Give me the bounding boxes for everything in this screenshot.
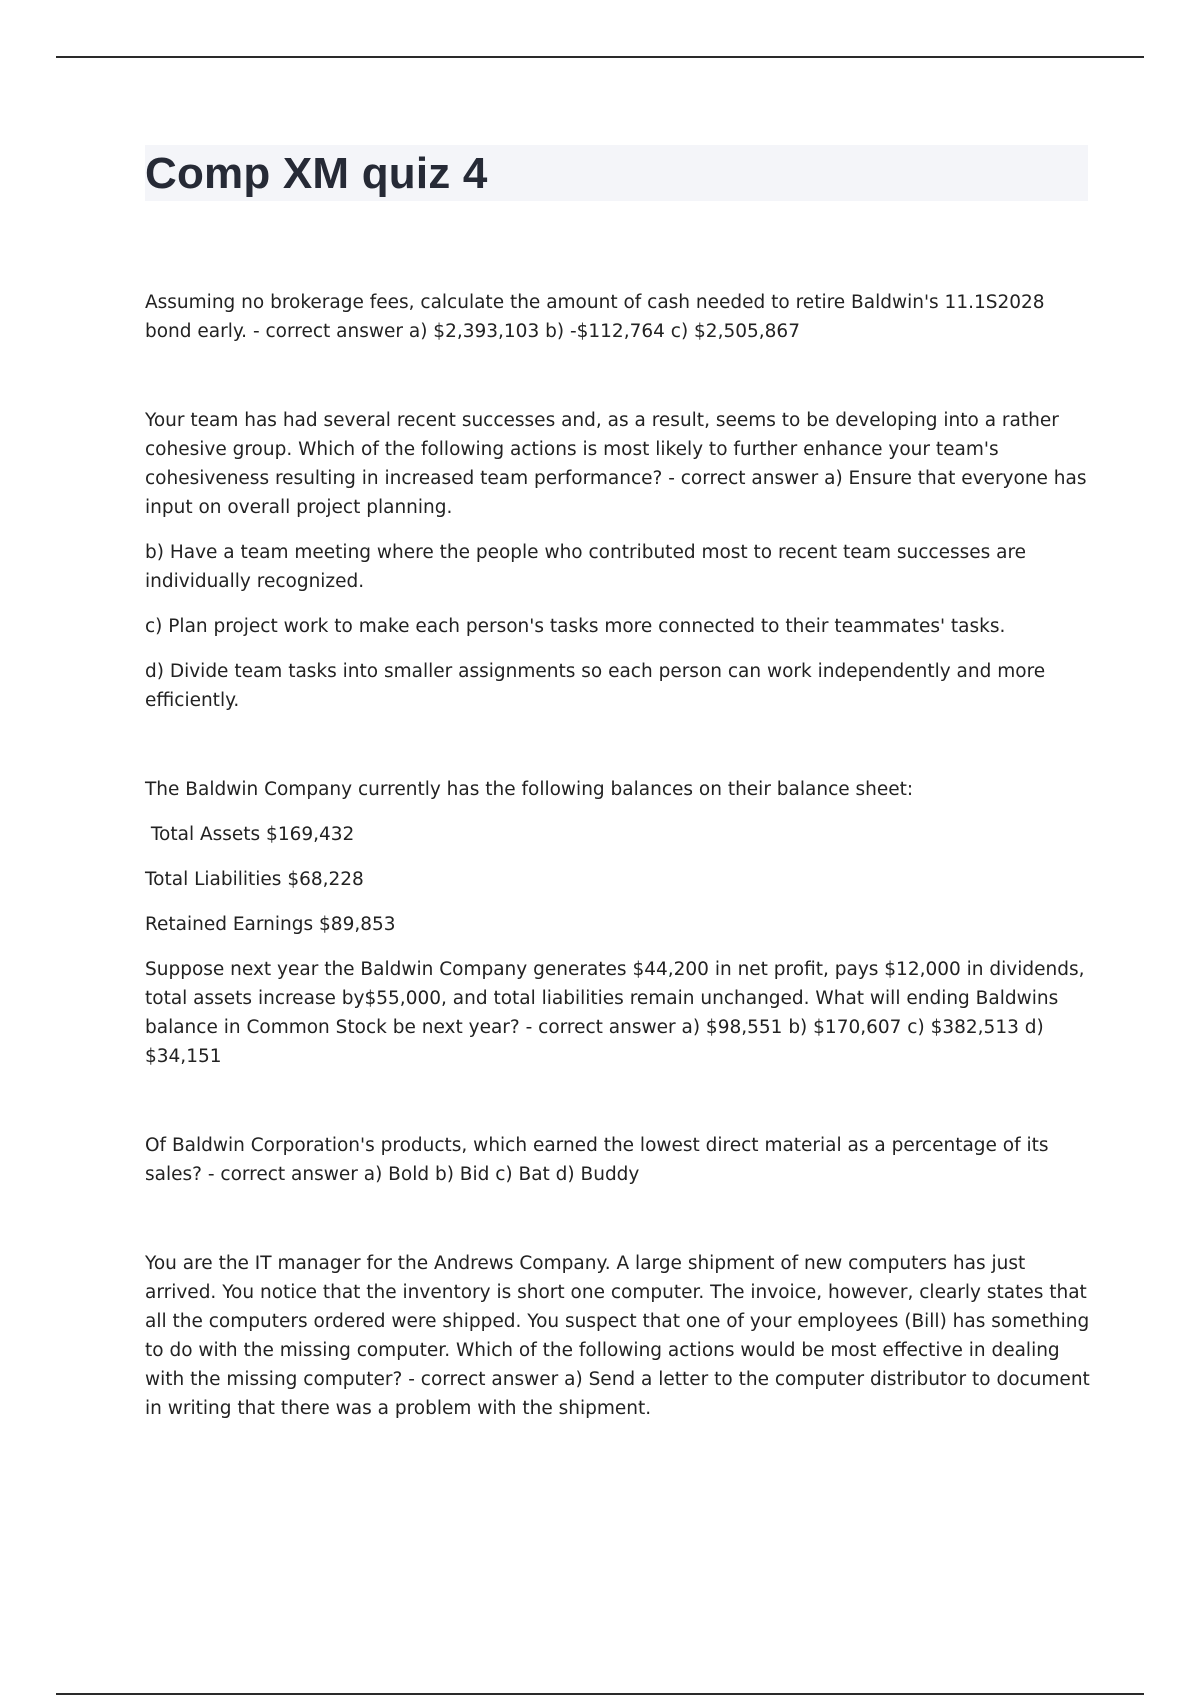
question-5	[145, 1249, 1095, 1423]
bottom-rule	[56, 1693, 1144, 1695]
question-2-text: Your team has had several recent successes and, as a result, seems to be developing into a rather cohesive group. Which of the following actions is most likely to further enhance your team's cohesiveness resulting in increased team performance? - correct answer a) Ensure that everyone has input on overall project planning.	[145, 410, 1087, 518]
question-separator	[145, 1071, 1095, 1131]
question-3-intro: The Baldwin Company currently has the following balances on their balance sheet:	[145, 779, 914, 800]
question-3	[145, 775, 1095, 1071]
question-2-option-b: b) Have a team meeting where the people who contributed most to recent team successes are individually recognized.	[145, 542, 1027, 592]
question-4-text: Of Baldwin Corporation's products, which earned the lowest direct material as a percentage of its sales? - correct answer a) Bold b) Bid c) Bat d) Buddy	[145, 1135, 1049, 1185]
total-liabilities-line: Total Liabilities $68,228	[145, 869, 364, 890]
quiz-body	[145, 288, 1095, 1423]
page-title: Comp XM quiz 4	[145, 149, 488, 198]
question-separator	[145, 346, 1095, 406]
question-3-text: Suppose next year the Baldwin Company generates $44,200 in net profit, pays $12,000 in dividends, total assets increase by$55,000, and total liabilities remain unchanged. What will ending Baldwins balance in Common Stock be next year? - correct answer a) $98,551 b) $170,607 c) $382,513 d) $34,151	[145, 959, 1085, 1067]
question-1	[145, 288, 1095, 346]
question-2	[145, 406, 1095, 715]
question-2-option-c: c) Plan project work to make each person's tasks more connected to their teammates' tasks.	[145, 616, 1006, 637]
question-4	[145, 1131, 1095, 1189]
question-separator	[145, 1189, 1095, 1249]
total-assets-line: Total Assets $169,432	[145, 824, 355, 845]
top-rule	[56, 56, 1144, 58]
question-5-text: You are the IT manager for the Andrews Company. A large shipment of new computers has just arrived. You notice that the inventory is short one computer. The invoice, however, clearly states that all the computers ordered were shipped. You suspect that one of your employees (Bill) has something to do with the missing computer. Which of the following actions would be most effective in dealing with the missing computer? - correct answer a) Send a letter to the computer distributor to document in writing that there was a problem with the shipment.	[145, 1253, 1090, 1419]
retained-earnings-line: Retained Earnings $89,853	[145, 914, 396, 935]
question-1-text: Assuming no brokerage fees, calculate the amount of cash needed to retire Baldwin's 11.1S2028 bond early. - correct answer a) $2,393,103 b) -$112,764 c) $2,505,867	[145, 292, 1045, 342]
question-separator	[145, 715, 1095, 775]
question-2-option-d: d) Divide team tasks into smaller assignments so each person can work independently and more efficiently.	[145, 661, 1046, 711]
